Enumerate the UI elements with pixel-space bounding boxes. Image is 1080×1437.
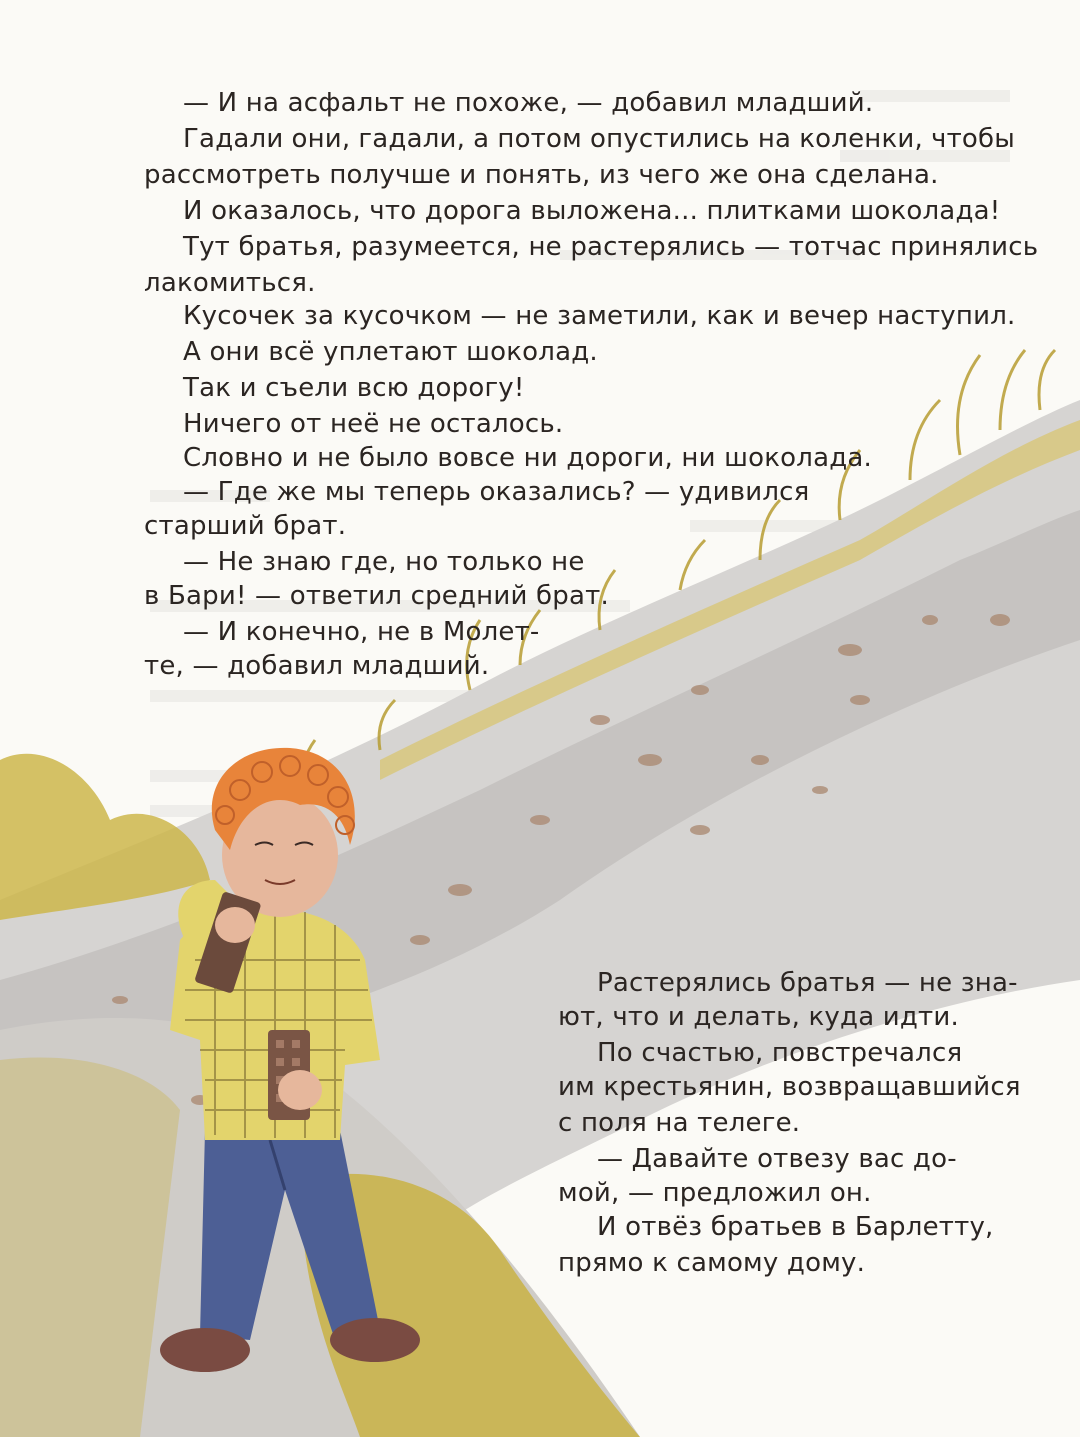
text-line: Тут братья, разумеется, не растерялись — тотчас принялись: [183, 232, 1039, 262]
text-line: Гадали они, гадали, а потом опустились на коленки, чтобы: [183, 124, 1015, 154]
text-line: в Бари! — ответил средний брат.: [144, 581, 609, 611]
text-line: И оказалось, что дорога выложена... плитками шоколада!: [183, 196, 1001, 226]
text-line: прямо к самому дому.: [558, 1248, 866, 1278]
text-line: — И конечно, не в Молет-: [183, 617, 540, 647]
text-line: с поля на телеге.: [558, 1108, 801, 1138]
text-line: — Не знаю где, но только не: [183, 547, 585, 577]
text-line: А они всё уплетают шоколад.: [183, 337, 598, 367]
text-line: Кусочек за кусочком — не заметили, как и вечер наступил.: [183, 301, 1016, 331]
right-shoe: [330, 1318, 420, 1362]
text-line: По счастью, повстречался: [597, 1038, 963, 1068]
text-line: рассмотреть получше и понять, из чего же она сделана.: [144, 160, 939, 190]
text-line: Так и съели всю дорогу!: [183, 373, 525, 403]
text-line: Словно и не было вовсе ни дороги, ни шоколада.: [183, 443, 872, 473]
text-line: И отвёз братьев в Барлетту,: [597, 1212, 994, 1242]
text-line: Растерялись братья — не зна-: [597, 968, 1018, 998]
text-line: — Давайте отвезу вас до-: [597, 1144, 957, 1174]
left-shoe: [160, 1328, 250, 1372]
text-line: им крестьянин, возвращавшийся: [558, 1072, 1021, 1102]
text-line: старший брат.: [144, 511, 347, 541]
text-line: те, — добавил младший.: [144, 651, 490, 681]
text-line: — И на асфальт не похоже, — добавил младший.: [183, 88, 874, 118]
text-line: мой, — предложил он.: [558, 1178, 872, 1208]
text-line: лакомиться.: [144, 268, 316, 298]
text-line: Ничего от неё не осталось.: [183, 409, 564, 439]
text-line: ют, что и делать, куда идти.: [558, 1002, 959, 1032]
text-line: — Где же мы теперь оказались? — удивился: [183, 477, 810, 507]
